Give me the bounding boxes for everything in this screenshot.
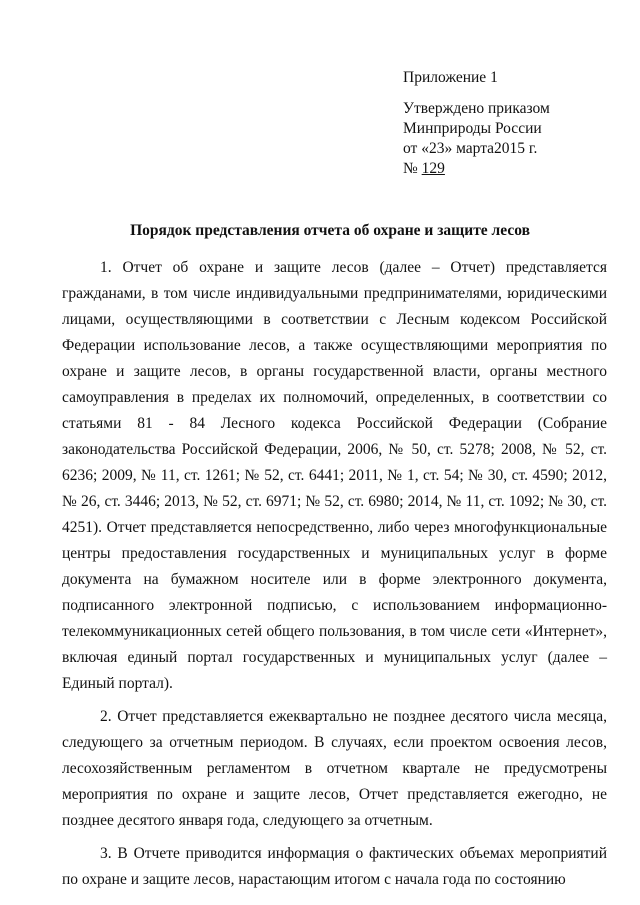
paragraph-2: 2. Отчет представляется ежеквартально не позднее десятого числа месяца, следующего за отчетным периодом. В случаях, если проектом освоения лесов, лесохозяйственным регламентом в отчетном квартале не предусмотрены мероприятия по охране и защите лесов, Отчет представляется ежегодно, не позднее десятого января года, следующего за отчетным. <box>62 708 607 829</box>
document-title: Порядок представления отчета об охране и защите лесов <box>130 222 530 239</box>
order-number <box>403 159 550 179</box>
order-date: от «23» марта2015 г. <box>403 140 538 157</box>
approval-stamp <box>403 68 550 179</box>
approved-label: Утверждено приказом <box>403 100 550 117</box>
document-body <box>62 255 607 900</box>
order-number-prefix: № <box>403 160 422 177</box>
order-number-value: 129 <box>421 160 445 177</box>
paragraph-3: 3. В Отчете приводится информация о фактических объемах мероприятий по охране и защите лесов, нарастающим итогом с начала года по состоянию <box>62 845 607 888</box>
ministry-label: Минприроды России <box>403 120 542 137</box>
appendix-label: Приложение 1 <box>403 69 498 86</box>
paragraph-1: 1. Отчет об охране и защите лесов (далее – Отчет) представляется гражданами, в том числе индивидуальными предпринимателями, юридическими лицами, осуществляющими в соответствии с Лесным кодексом Российской Федерации использование лесов, а также осуществляющими мероприятия по охране и защите лесов, в органы государственной власти, органы местного самоуправления в пределах их полномочий, определенных, в соответствии со статьями 81 - 84 Лесного кодекса Российской Федерации (Собрание законодательства Российской Федерации, 2006, № 50, ст. 5278; 2008, № 52, ст. 6236; 2009, № 11, ст. 1261; № 52, ст. 6441; 2011, № 1, ст. 54; № 30, ст. 4590; 2012, № 26, ст. 3446; 2013, № 52, ст. 6971; № 52, ст. 6980; 2014, № 11, ст. 1092; № 30, ст. 4251). Отчет представляется непосредственно, либо через многофункциональные центры предоставления государственных и муниципальных услуг в форме документа на бумажном носителе или в форме электронного документа, подписанного электронной подписью, с использованием информационно-телекоммуникационных сетей общего пользования, в том числе сети «Интернет», включая единый портал государственных и муниципальных услуг (далее – Единый портал). <box>62 259 607 692</box>
